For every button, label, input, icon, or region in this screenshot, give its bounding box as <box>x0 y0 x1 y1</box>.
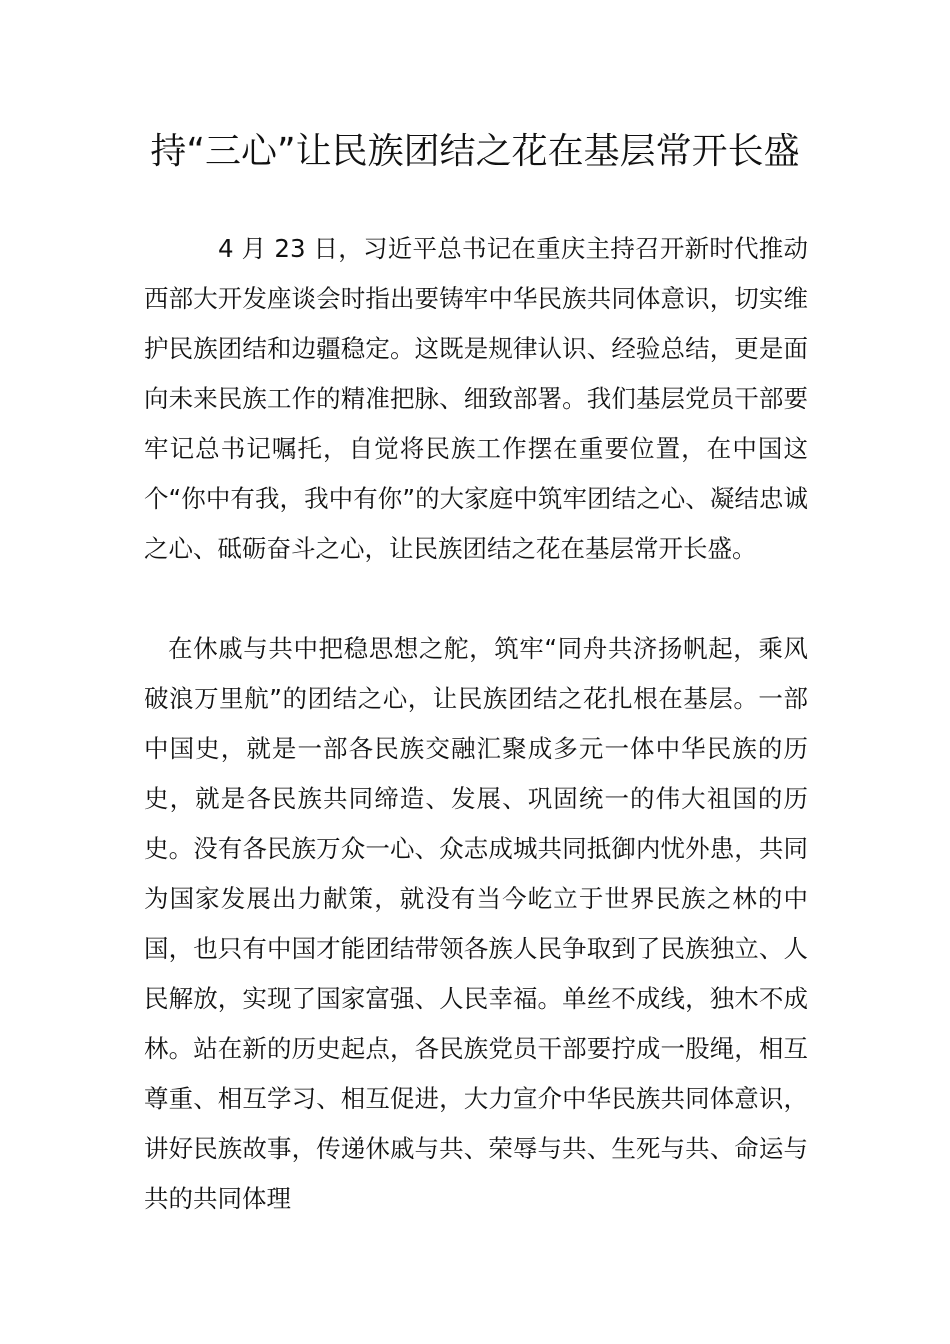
document-title: 持“三心”让民族团结之花在基层常开长盛 <box>150 131 800 172</box>
body-paragraph-1: 4 月 23 日，习近平总书记在重庆主持召开新时代推动西部大开发座谈会时指出要铸牢中华民族共同体意识，切实维护民族团结和边疆稳定。这既是规律认识、经验总结，更是面向未来民族工作的精准把脉、细致部署。我们基层党员干部要牢记总书记嘱托，自觉将民族工作摆在重要位置，在中国这个“你中有我，我中有你”的大家庭中筑牢团结之心、凝结忠诚之心、砥砺奋斗之心，让民族团结之花在基层常开长盛。 <box>144 234 808 563</box>
body-paragraph-2: 在休戚与共中把稳思想之舵，筑牢“同舟共济扬帆起，乘风破浪万里航”的团结之心，让民族团结之花扎根在基层。一部中国史，就是一部各民族交融汇聚成多元一体中华民族的历史，就是各民族共同缔造、发展、巩固统一的伟大祖国的历史。没有各民族万众一心、众志成城共同抵御内忧外患，共同为国家发展出力献策，就没有当今屹立于世界民族之林的中国，也只有中国才能团结带领各族人民争取到了民族独立、人民解放，实现了国家富强、人民幸福。单丝不成线，独木不成林。站在新的历史起点，各民族党员干部要拧成一股绳，相互尊重、相互学习、相互促进，大力宣介中华民族共同体意识，讲好民族故事，传递休戚与共、荣辱与共、生死与共、命运与共的共同体理 <box>144 634 808 1213</box>
